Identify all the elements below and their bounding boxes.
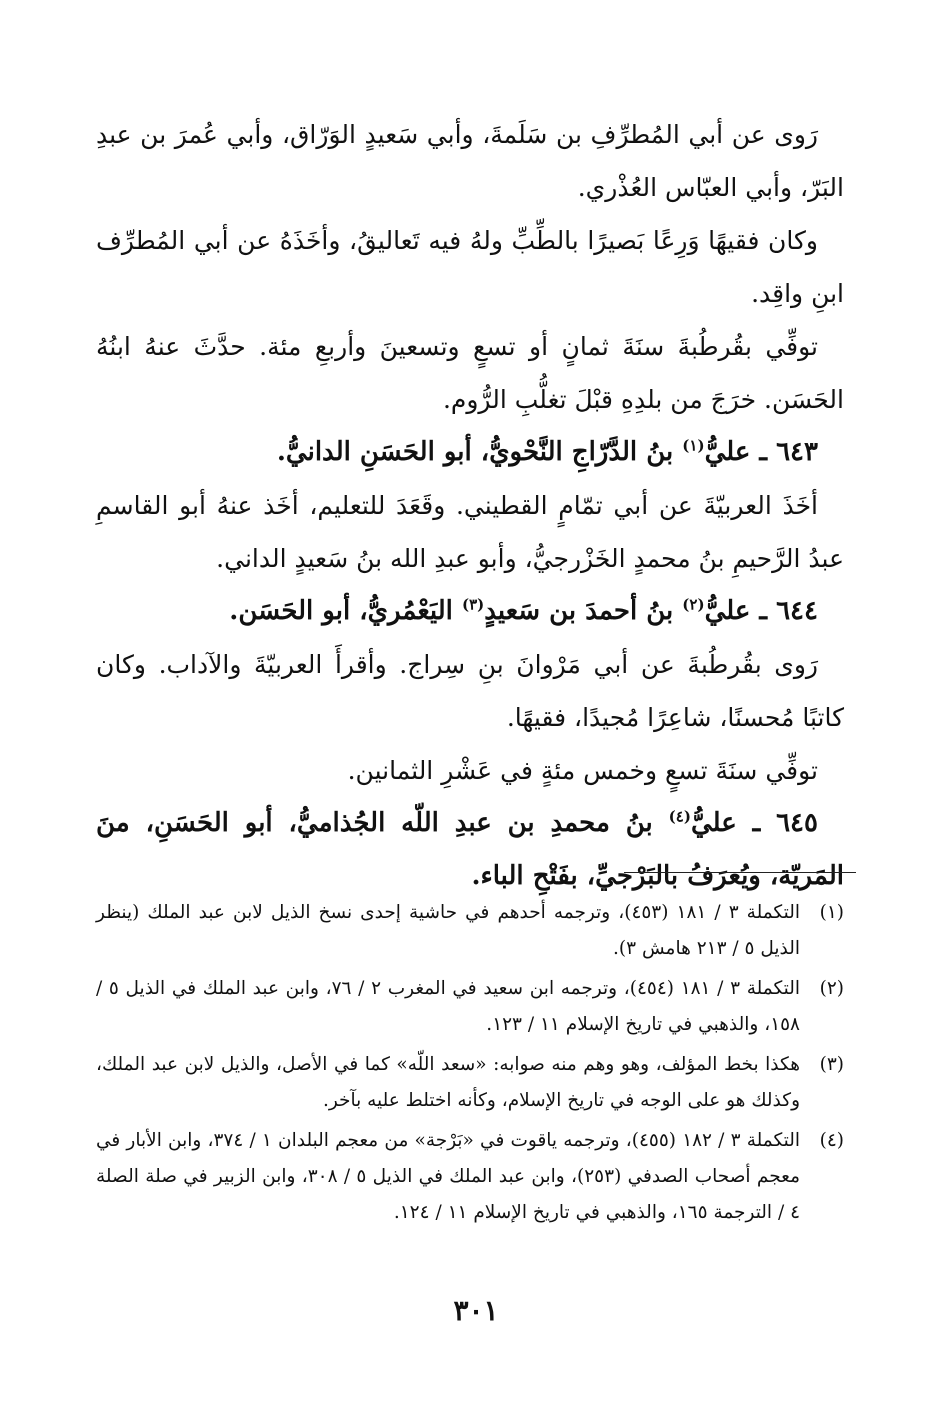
entry-644-start: ٦٤٤ ـ عليُّ [704, 596, 818, 626]
footnote-text: التكملة ٣ / ١٨١ (٤٥٣)، وترجمه أحدهم في حاشية إحدى نسخ الذيل لابن عبد الملك (ينظر الذيل ٥ / ٢١٣ هامش ٣). [96, 902, 800, 959]
paragraph-5: رَوى بقُرطُبةَ عن أبي مَرْوانَ بنِ سِراج. وأقرأَ العربيّةَ والآداب. وكان كاتبًا مُحسنًا، شاعِرًا مُجيدًا، فقيهًا. [96, 650, 844, 732]
paragraph-6: توفِّي سنَةَ تسعٍ وخمس مئةٍ في عَشْرِ الثمانين. [347, 756, 818, 785]
footnote-number: (٣) [819, 1054, 844, 1075]
footnote-4 [96, 1123, 844, 1231]
main-text [96, 108, 844, 903]
footnote-2 [96, 971, 844, 1043]
entry-643-start: ٦٤٣ ـ عليُّ [704, 437, 818, 467]
footnote-text: التكملة ٣ / ١٨٢ (٤٥٥)، وترجمه ياقوت في «بَرْجة» من معجم البلدان ١ / ٣٧٤، وابن الأبار في معجم أصحاب الصدفي (٢٥٣)، وابن عبد الملك في الذيل ٥ / ٣٠٨، وابن الزبير في صلة الصلة ٤ / الترجمة ١٦٥، والذهبي في تاريخ الإسلام ١١ / ١٢٤. [96, 1130, 801, 1223]
paragraph-1: رَوى عن أبي المُطرِّفِ بن سَلَمةَ، وأبي سَعيدٍ الوَرّاق، وأبي عُمرَ بن عبدِ البَرّ، وأبي العبّاس العُذْري. [96, 120, 844, 202]
footnote-ref-1: (١) [682, 436, 705, 455]
footnote-1 [96, 895, 844, 967]
footnote-number: (٤) [819, 1130, 844, 1151]
entry-644-heading [96, 585, 844, 638]
entry-644-end: اليَعْمُريُّ، أبو الحَسَن. [229, 596, 462, 626]
entry-645-end: بنُ محمدِ بن عبدِ اللّه الجُذاميُّ، أبو الحَسَنِ، منَ المَريّة، ويُعرَفُ بالبَرْجيِّ، بفَتْحِ الباء. [96, 808, 844, 891]
entry-643-end: بنُ الدَّرّاجِ النَّحْويُّ، أبو الحَسَنِ الدانيُّ. [276, 437, 683, 467]
footnote-text: هكذا بخط المؤلف، وهو وهم منه صوابه: «سعد اللّه» كما في الأصل، والذيل لابن عبد الملك، وكذلك هو على الوجه في تاريخ الإسلام، وكأنه اختلط عليه بآخر. [96, 1054, 800, 1111]
footnote-ref-2: (٢) [682, 595, 705, 614]
footnote-separator [624, 872, 856, 873]
entry-645-heading [96, 797, 844, 903]
footnote-ref-4: (٤) [668, 807, 691, 826]
paragraph-3: توفِّي بقُرطُبةَ سنَةَ ثمانٍ أو تسعٍ وتسعينَ وأربعِ مئة. حدَّثَ عنهُ ابنُهُ الحَسَن. خرَجَ من بلدِهِ قبْلَ تغلُّبِ الرُّوم. [96, 332, 844, 414]
footnotes [96, 895, 844, 1235]
paragraph-2: وكان فقيهًا وَرِعًا بَصيرًا بالطِّبِّ ولهُ فيه تَعاليقُ، وأخَذَهُ عن أبي المُطرِّف ابنِ واقِد. [96, 226, 844, 308]
page-number: ٣٠١ [453, 1294, 499, 1327]
entry-643-heading [96, 426, 844, 479]
footnote-3 [96, 1047, 844, 1119]
paragraph-4: أخَذَ العربيّةَ عن أبي تمّامٍ القطيني. وقَعَدَ للتعليم، أخَذ عنهُ أبو القاسمِ عبدُ الرَّحيمِ بنُ محمدٍ الخَزْرجيُّ، وأبو عبدِ الله بنُ سَعيدٍ الداني. [96, 491, 844, 573]
footnote-number: (٢) [819, 978, 844, 999]
page-body [96, 108, 844, 903]
entry-645-start: ٦٤٥ ـ عليُّ [690, 808, 818, 838]
footnote-text: التكملة ٣ / ١٨١ (٤٥٤)، وترجمه ابن سعيد في المغرب ٢ / ٧٦، وابن عبد الملك في الذيل ٥ / ١٥٨، والذهبي في تاريخ الإسلام ١١ / ١٢٣. [96, 978, 801, 1035]
footnote-ref-3: (٣) [461, 595, 485, 614]
footnote-number: (١) [819, 902, 844, 923]
entry-644-middle: بنُ أحمدَ بن سَعيدٍ [484, 596, 683, 626]
